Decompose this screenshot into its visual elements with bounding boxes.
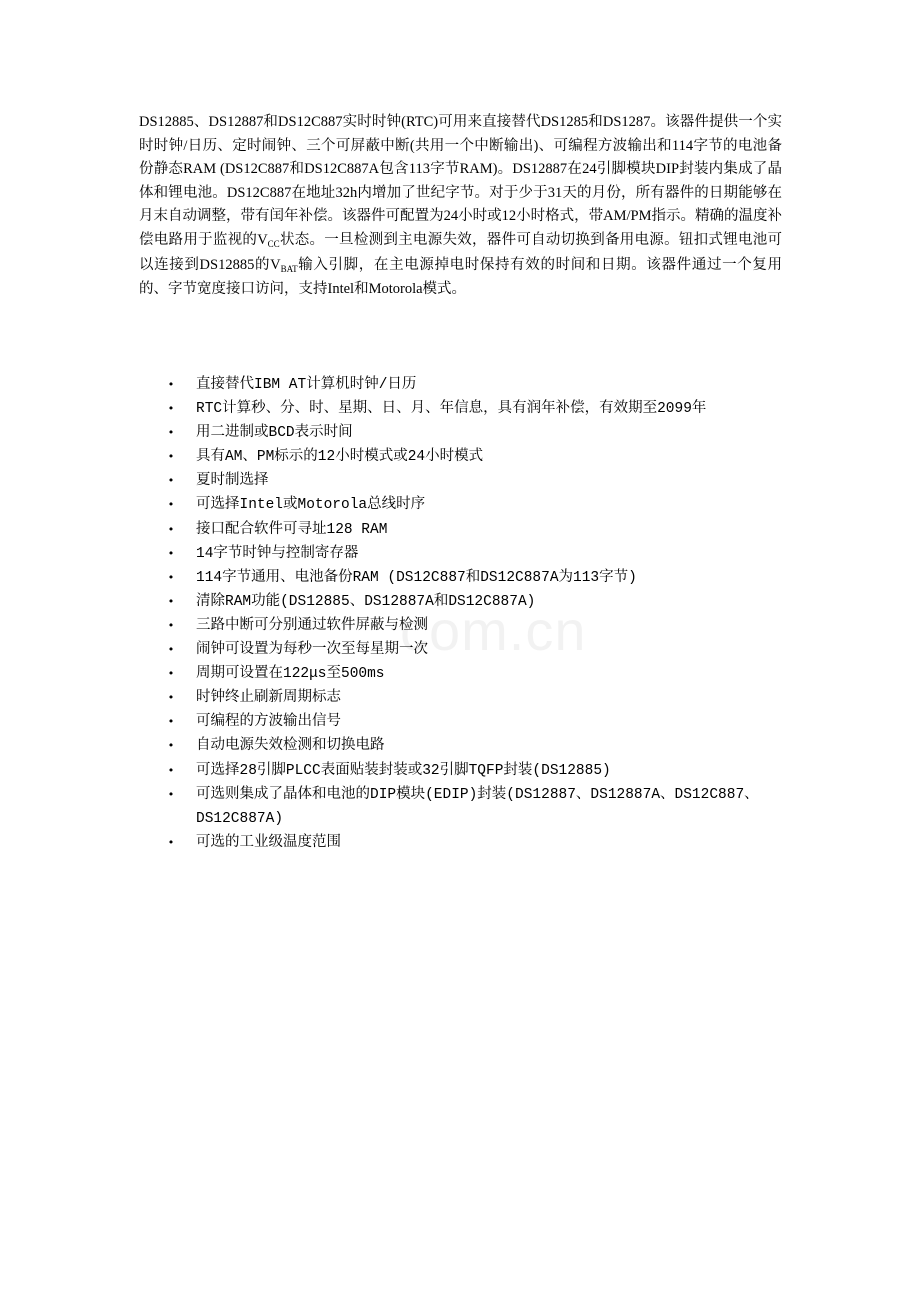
list-item (165, 783, 785, 831)
feature-text: 自动电源失效检测和切换电路 (196, 738, 385, 755)
list-item (165, 373, 785, 397)
list-item (165, 421, 785, 445)
bullet-icon: • (167, 546, 175, 560)
bullet-icon: • (167, 739, 175, 753)
feature-text: 用二进制或BCD表示时间 (196, 425, 353, 442)
list-item (165, 831, 785, 855)
feature-text: 具有AM、PM标示的12小时模式或24小时模式 (196, 449, 484, 466)
bullet-icon: • (167, 522, 175, 536)
list-item (165, 710, 785, 734)
feature-text: 可选择28引脚PLCC表面贴装封装或32引脚TQFP封装(DS12885) (196, 762, 611, 779)
intro-paragraph (139, 111, 782, 302)
feature-text: 时钟终止刷新周期标志 (196, 690, 341, 707)
intro-text-1: DS12885、DS12887和DS12C887实时时钟(RTC)可用来直接替代DS1285和DS1287。该器件提供一个实时时钟/日历、定时闹钟、三个可屏蔽中断(共用一个中断输出)、可编程方波输出和114字节的电池备份静态RAM (DS12C887和DS12C887A包含113字节RAM)。DS12887在24引脚模块DIP封装内集成了晶体和锂电池。DS12C887在地址32h内增加了世纪字节。对于少于31天的月份，所有器件的日期能够在月末自动调整，带有闰年补偿。该器件可配置为24小时或12小时格式，带AM/PM指示。精确的温度补偿电路用于监视的V (139, 114, 782, 248)
list-item (165, 397, 785, 421)
bullet-icon: • (167, 450, 175, 464)
list-item (165, 686, 785, 710)
bullet-icon: • (167, 594, 175, 608)
feature-text: 三路中断可分别通过软件屏蔽与检测 (196, 617, 428, 634)
watermark: com.cn (400, 599, 587, 662)
feature-text: 可选的工业级温度范围 (196, 834, 341, 851)
feature-text: 闹钟可设置为每秒一次至每星期一次 (196, 642, 428, 659)
list-item (165, 518, 785, 542)
bullet-icon: • (167, 474, 175, 488)
bullet-icon: • (167, 835, 175, 849)
bullet-icon: • (167, 498, 175, 512)
bullet-icon: • (167, 691, 175, 705)
bullet-icon: • (167, 426, 175, 440)
bullet-icon: • (167, 378, 175, 391)
feature-text: RTC计算秒、分、时、星期、日、月、年信息，具有润年补偿，有效期至2099年 (196, 401, 707, 418)
bullet-icon: • (167, 715, 175, 729)
bullet-icon: • (167, 618, 175, 632)
feature-text: 周期可设置在122μs至500ms (196, 666, 385, 683)
feature-text: 可编程的方波输出信号 (196, 714, 341, 731)
intro-text-3: 输入引脚，在主电源掉电时保持有效的时间和日期。该器件通过一个复用的、字节宽度接口访问，支持Intel和Motorola模式。 (139, 256, 783, 298)
list-item (165, 469, 785, 493)
list-item (165, 759, 785, 783)
list-item (165, 493, 785, 517)
intro-text-2: 状态。一旦检测到主电源失效，器件可自动切换到备用电源。钮扣式锂电池可以连接到DS12885的V (139, 231, 782, 273)
feature-text: 清除RAM功能(DS12885、DS12887A和DS12C887A) (196, 593, 536, 610)
bullet-icon: • (167, 402, 175, 416)
list-item (165, 445, 785, 469)
list-item (165, 542, 785, 566)
bullet-icon: • (167, 787, 175, 801)
list-item (165, 662, 785, 686)
feature-text: 夏时制选择 (196, 473, 269, 490)
feature-text: 可选择Intel或Motorola总线时序 (196, 497, 426, 514)
list-item (165, 566, 785, 590)
bullet-icon: • (167, 763, 175, 777)
vbat-subscript: BAT (280, 263, 298, 274)
feature-text: 114字节通用、电池备份RAM (DS12C887和DS12C887A为113字节) (196, 569, 637, 586)
bullet-icon: • (167, 570, 175, 584)
vcc-subscript: CC (267, 238, 280, 249)
list-item (165, 734, 785, 758)
bullet-icon: • (167, 667, 175, 681)
feature-text: 14字节时钟与控制寄存器 (196, 545, 359, 562)
bullet-icon: • (167, 643, 175, 657)
feature-text: 可选则集成了晶体和电池的DIP模块(EDIP)封装(DS12887、DS12887A、DS12C887、DS12C887A) (196, 786, 759, 827)
feature-text: 直接替代IBM AT计算机时钟/日历 (196, 377, 417, 393)
feature-text: 接口配合软件可寻址128 RAM (196, 521, 388, 538)
